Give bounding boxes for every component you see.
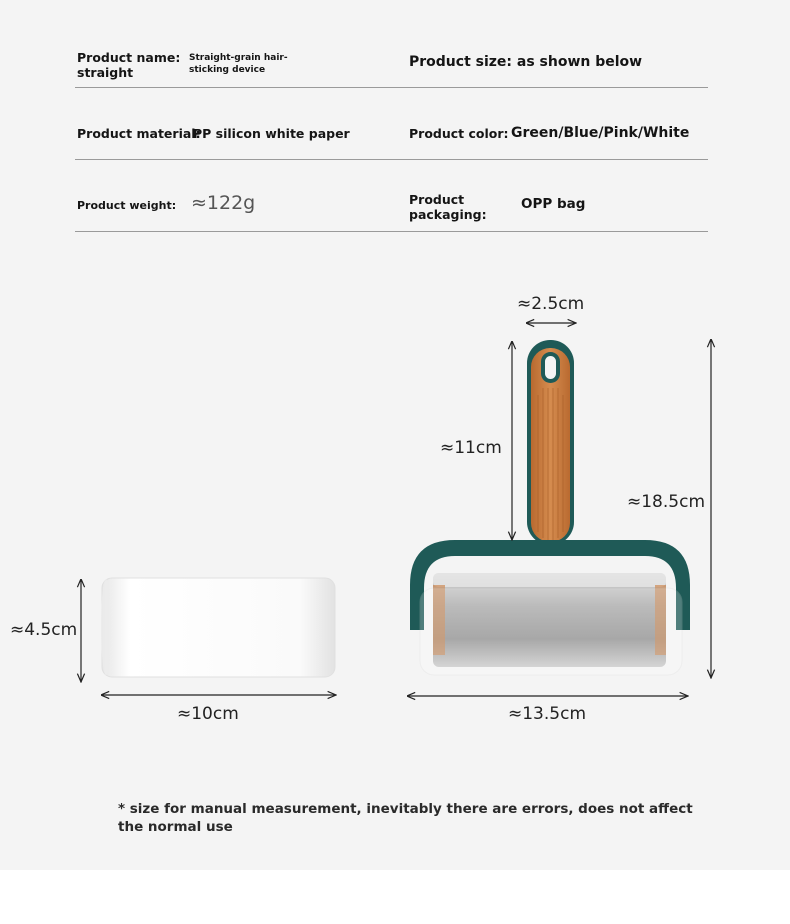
product-weight-value: ≈122g — [191, 192, 256, 214]
roller-width-label: ≈13.5cm — [508, 704, 587, 724]
total-height-label: ≈18.5cm — [627, 492, 706, 512]
handle-length-label: ≈11cm — [440, 438, 502, 458]
handle-width-label: ≈2.5cm — [517, 294, 585, 314]
product-size-label: Product size: as shown below — [409, 54, 643, 70]
product-packaging-value: OPP bag — [521, 196, 586, 212]
refill-roll-illustration — [101, 578, 335, 677]
product-color-label: Product color: — [409, 126, 509, 141]
product-material-value: PP silicon white paper — [193, 126, 350, 141]
product-weight-label: Product weight: — [77, 199, 177, 212]
measurement-footnote: * size for manual measurement, inevitably there are errors, does not affect the normal use — [118, 801, 693, 835]
bottom-margin — [0, 870, 790, 924]
product-material-label: Product material: — [77, 126, 201, 141]
refill-height-label: ≈4.5cm — [10, 620, 78, 640]
product-name-value: Straight-grain hair- sticking device — [189, 53, 288, 75]
product-name-label: Product name: straight — [77, 50, 181, 80]
product-color-value: Green/Blue/Pink/White — [511, 125, 690, 141]
refill-width-label: ≈10cm — [177, 704, 239, 724]
product-packaging-label: Product packaging: — [409, 192, 487, 222]
